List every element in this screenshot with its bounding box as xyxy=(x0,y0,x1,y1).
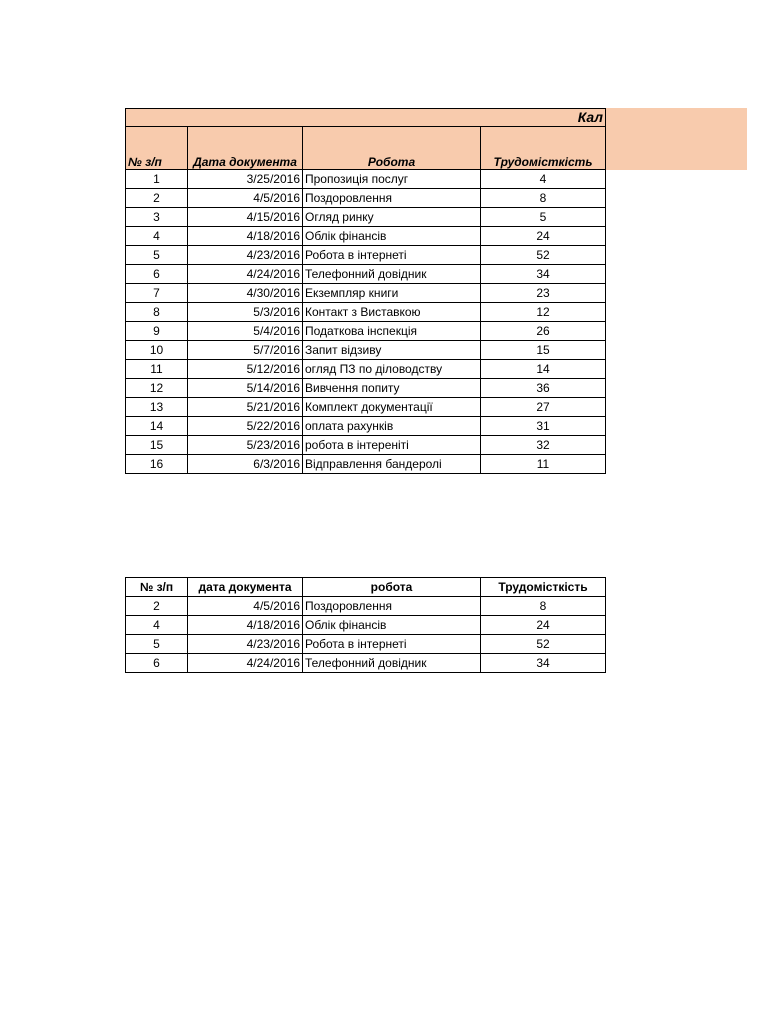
cell-labor[interactable]: 12 xyxy=(481,303,606,322)
cell-num[interactable]: 3 xyxy=(126,208,188,227)
cell-num[interactable]: 6 xyxy=(126,654,188,673)
cell-date[interactable]: 5/23/2016 xyxy=(188,436,303,455)
cell-labor[interactable]: 31 xyxy=(481,417,606,436)
cell-date[interactable]: 5/12/2016 xyxy=(188,360,303,379)
cell-labor[interactable]: 26 xyxy=(481,322,606,341)
cell-labor[interactable]: 5 xyxy=(481,208,606,227)
title-cell[interactable] xyxy=(126,109,606,127)
cell-work[interactable]: Облік фінансів xyxy=(303,227,481,246)
filtered-header-labor[interactable]: Трудомісткість xyxy=(481,578,606,597)
cell-labor[interactable]: 32 xyxy=(481,436,606,455)
cell-date[interactable]: 5/14/2016 xyxy=(188,379,303,398)
title-row xyxy=(126,109,606,127)
cell-labor[interactable]: 11 xyxy=(481,455,606,474)
cell-date[interactable]: 3/25/2016 xyxy=(188,170,303,189)
cell-num[interactable]: 15 xyxy=(126,436,188,455)
table-row xyxy=(126,208,606,227)
cell-work[interactable]: Екземпляр книги xyxy=(303,284,481,303)
table-row xyxy=(126,284,606,303)
cell-date[interactable]: 4/5/2016 xyxy=(188,189,303,208)
cell-labor[interactable]: 23 xyxy=(481,284,606,303)
header-date[interactable]: Дата документа xyxy=(188,127,303,170)
cell-num[interactable]: 14 xyxy=(126,417,188,436)
header-labor[interactable]: Трудомісткість xyxy=(481,127,606,170)
table-row xyxy=(126,189,606,208)
cell-num[interactable]: 8 xyxy=(126,303,188,322)
cell-labor[interactable]: 8 xyxy=(481,597,606,616)
table-row xyxy=(126,265,606,284)
cell-labor[interactable]: 27 xyxy=(481,398,606,417)
cell-num[interactable]: 1 xyxy=(126,170,188,189)
header-row xyxy=(126,127,606,170)
table-row xyxy=(126,360,606,379)
cell-num[interactable]: 9 xyxy=(126,322,188,341)
main-table xyxy=(125,108,606,474)
cell-work[interactable]: Комплект документації xyxy=(303,398,481,417)
cell-labor[interactable]: 8 xyxy=(481,189,606,208)
filtered-header-row xyxy=(126,578,606,597)
cell-date[interactable]: 4/5/2016 xyxy=(188,597,303,616)
main-table-body xyxy=(126,170,606,474)
cell-labor[interactable]: 34 xyxy=(481,265,606,284)
cell-num[interactable]: 10 xyxy=(126,341,188,360)
table-row xyxy=(126,635,606,654)
cell-num[interactable]: 16 xyxy=(126,455,188,474)
cell-labor[interactable]: 24 xyxy=(481,227,606,246)
cell-work[interactable]: Робота в інтернеті xyxy=(303,635,481,654)
cell-num[interactable]: 11 xyxy=(126,360,188,379)
cell-date[interactable]: 4/18/2016 xyxy=(188,227,303,246)
cell-date[interactable]: 6/3/2016 xyxy=(188,455,303,474)
table-row xyxy=(126,455,606,474)
cell-date[interactable]: 5/3/2016 xyxy=(188,303,303,322)
cell-labor[interactable]: 15 xyxy=(481,341,606,360)
filtered-header-num[interactable]: № з/п xyxy=(126,578,188,597)
table-row xyxy=(126,246,606,265)
cell-labor[interactable]: 4 xyxy=(481,170,606,189)
cell-work[interactable]: Податкова інспекція xyxy=(303,322,481,341)
filtered-table xyxy=(125,577,606,673)
table-row xyxy=(126,322,606,341)
cell-date[interactable]: 4/23/2016 xyxy=(188,246,303,265)
table-row xyxy=(126,597,606,616)
cell-labor[interactable]: 52 xyxy=(481,635,606,654)
cell-num[interactable]: 4 xyxy=(126,227,188,246)
cell-num[interactable]: 12 xyxy=(126,379,188,398)
table-row xyxy=(126,417,606,436)
cell-date[interactable]: 4/24/2016 xyxy=(188,265,303,284)
cell-date[interactable]: 4/23/2016 xyxy=(188,635,303,654)
cell-labor[interactable]: 34 xyxy=(481,654,606,673)
cell-work[interactable]: Вивчення попиту xyxy=(303,379,481,398)
cell-labor[interactable]: 14 xyxy=(481,360,606,379)
cell-work[interactable]: оплата рахунків xyxy=(303,417,481,436)
sheet-title: Кал xyxy=(577,109,603,125)
filtered-header-date[interactable]: дата документа xyxy=(188,578,303,597)
cell-work[interactable]: Поздоровлення xyxy=(303,189,481,208)
cell-work[interactable]: Поздоровлення xyxy=(303,597,481,616)
cell-num[interactable]: 2 xyxy=(126,597,188,616)
header-work[interactable]: Робота xyxy=(303,127,481,170)
cell-work[interactable]: Телефонний довідник xyxy=(303,654,481,673)
cell-num[interactable]: 2 xyxy=(126,189,188,208)
cell-work[interactable]: Відправлення бандеролі xyxy=(303,455,481,474)
cell-labor[interactable]: 24 xyxy=(481,616,606,635)
cell-num[interactable]: 5 xyxy=(126,635,188,654)
cell-date[interactable]: 4/30/2016 xyxy=(188,284,303,303)
table-row xyxy=(126,170,606,189)
cell-work[interactable]: робота в інтереніті xyxy=(303,436,481,455)
cell-num[interactable]: 6 xyxy=(126,265,188,284)
cell-date[interactable]: 5/7/2016 xyxy=(188,341,303,360)
table-row xyxy=(126,654,606,673)
cell-work[interactable]: Робота в інтернеті xyxy=(303,246,481,265)
cell-work[interactable]: Облік фінансів xyxy=(303,616,481,635)
table-row xyxy=(126,303,606,322)
table-row xyxy=(126,341,606,360)
filtered-table-body xyxy=(126,597,606,673)
cell-date[interactable]: 4/15/2016 xyxy=(188,208,303,227)
cell-num[interactable]: 4 xyxy=(126,616,188,635)
cell-work[interactable]: Пропозиція послуг xyxy=(303,170,481,189)
filtered-header-work[interactable]: робота xyxy=(303,578,481,597)
cell-num[interactable]: 5 xyxy=(126,246,188,265)
cell-work[interactable]: огляд ПЗ по діловодству xyxy=(303,360,481,379)
table-row xyxy=(126,616,606,635)
cell-work[interactable]: Запит відзиву xyxy=(303,341,481,360)
table-row xyxy=(126,398,606,417)
table-row xyxy=(126,379,606,398)
cell-work[interactable]: Телефонний довідник xyxy=(303,265,481,284)
table-row xyxy=(126,436,606,455)
header-num[interactable]: № з/п xyxy=(126,127,188,170)
cell-work[interactable]: Контакт з Виставкою xyxy=(303,303,481,322)
cell-date[interactable]: 5/22/2016 xyxy=(188,417,303,436)
cell-labor[interactable]: 36 xyxy=(481,379,606,398)
cell-num[interactable]: 13 xyxy=(126,398,188,417)
cell-work[interactable]: Огляд ринку xyxy=(303,208,481,227)
cell-date[interactable]: 4/24/2016 xyxy=(188,654,303,673)
cell-date[interactable]: 5/4/2016 xyxy=(188,322,303,341)
cell-num[interactable]: 7 xyxy=(126,284,188,303)
cell-labor[interactable]: 52 xyxy=(481,246,606,265)
cell-date[interactable]: 4/18/2016 xyxy=(188,616,303,635)
table-row xyxy=(126,227,606,246)
cell-date[interactable]: 5/21/2016 xyxy=(188,398,303,417)
